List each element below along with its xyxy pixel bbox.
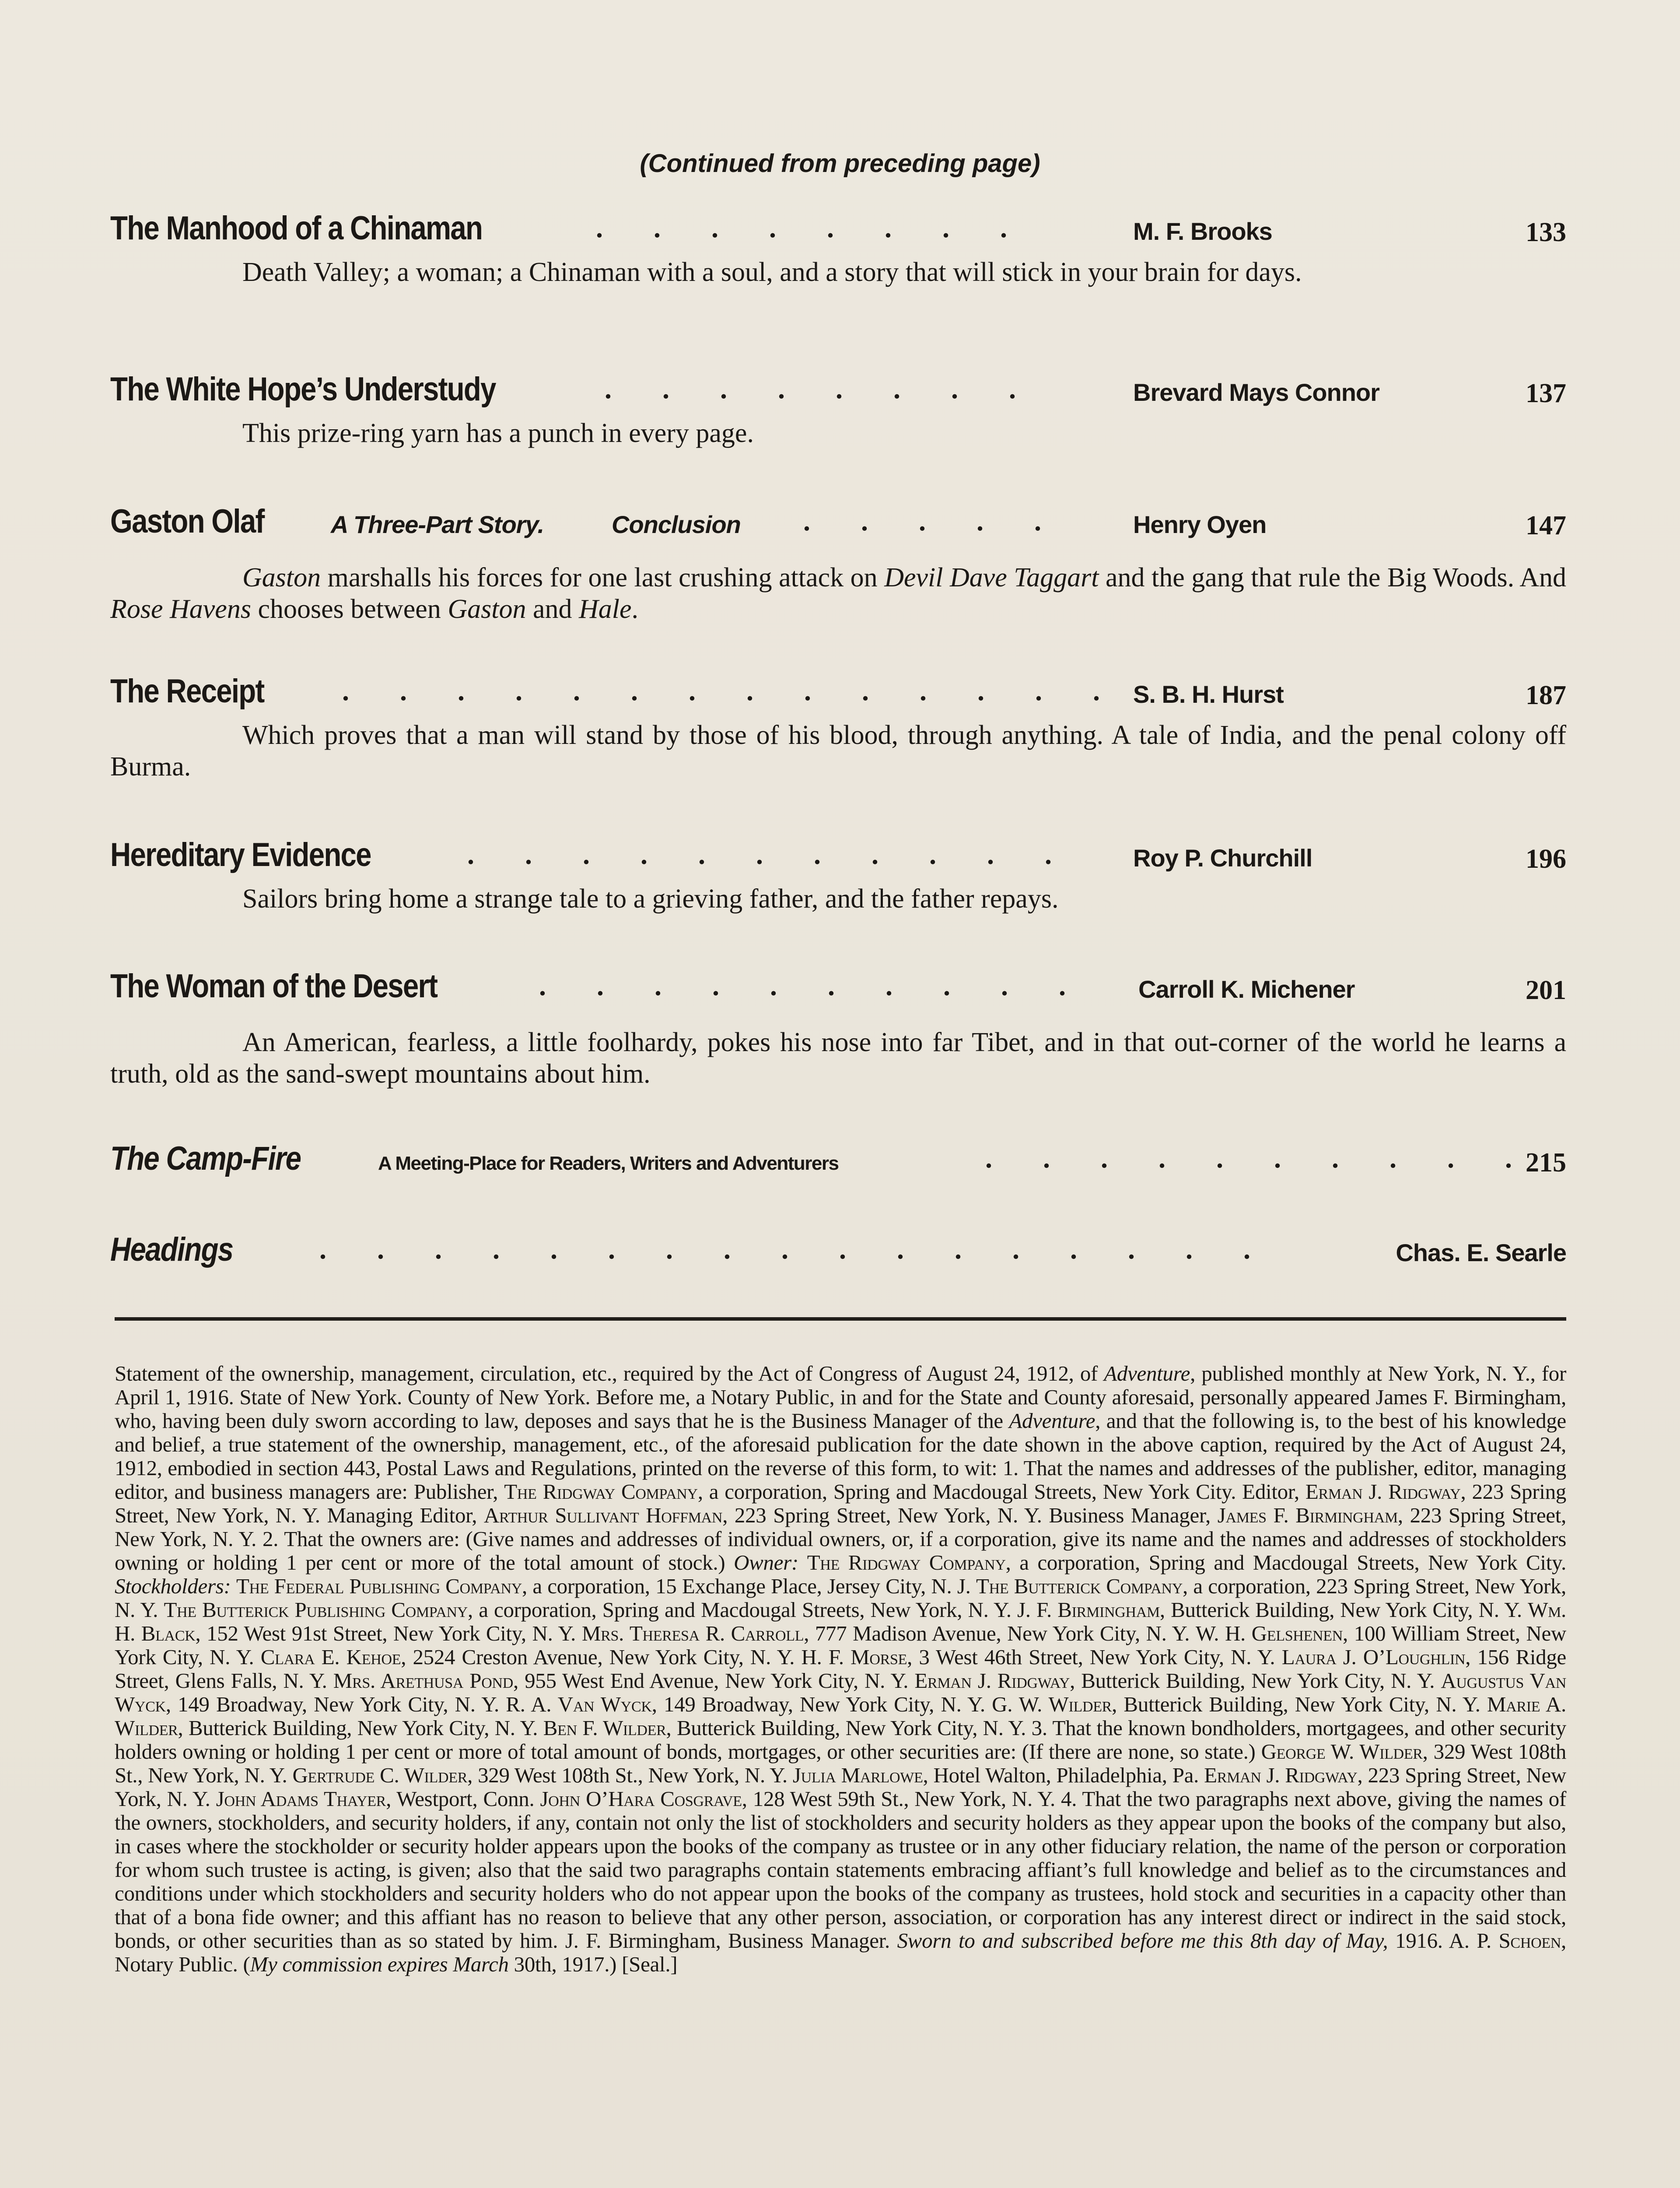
statement-segment: The Butterick Publishing Company [164,1598,468,1622]
toc-entry [110,836,1566,914]
story-author: Brevard Mays Connor [1133,379,1379,406]
statement-segment: Mrs. Arethusa Pond [333,1669,514,1693]
statement-segment: , a corporation, Spring and Macdougal Streets, New York City. Editor, [697,1480,1306,1504]
statement-segment: , 128 West 59th St., New York, N. Y. 4. That the two paragraphs next above, giving the names of the owners, stockholders, and security holders, if any, contain not only the list of stockholders and security holders as they appear upon the books of the company but also, in cases where the stockholder or security holder appears upon the books of the company as trustee or in any other fiduciary relation, the name of the person or corporation for whom such trustee is acting, is given; also that the said two paragraphs contain statements embracing affiant’s full knowledge and belief as to the circumstances and conditions under which stockholders and security holders who do not appear upon the books of the company as trustees, hold stock and securities in a capacity other than that of a bona fide owner; and this affiant has no reason to believe that any other person, association, or corporation has any interest direct or indirect in the said stock, bonds, or other securities than as so stated by him. J. F. Birmingham, Business Manager. [115,1787,1567,1953]
statement-segment: , Butterick Building, New York City, N. Y. [1112,1692,1487,1716]
illustrator-credit: Chas. E. Searle [1396,1239,1566,1266]
statement-segment: Erman J. Ridgway [914,1669,1070,1693]
statement-segment: The Ridgway Company [807,1550,1006,1574]
statement-segment: Adventure [1009,1409,1096,1433]
story-title: The White Hope’s Understudy [110,371,496,408]
statement-segment: , 149 Broadway, New York City, N. Y. [651,1692,992,1716]
statement-segment: , 329 West 108th St., New York, N. Y. [115,1739,1567,1787]
statement-segment: , Hotel Walton, Philadelphia, Pa. [923,1763,1204,1787]
statement-segment: Clara E. Kehoe [260,1645,401,1669]
statement-segment: Schoen [1498,1929,1561,1953]
story-description: Gaston marshalls his forces for one last crushing attack on Devil Dave Taggart and the gang that rule the Big Woods. And Rose Havens chooses between Gaston and Hale. [110,563,1566,624]
story-author: Henry Oyen [1133,511,1267,538]
section-title: The Camp-Fire [110,1140,301,1177]
leader-dots: . . . . . . . . . . . . . . . . . [319,1234,1272,1265]
story-title: The Receipt [110,673,264,710]
story-title: Hereditary Evidence [110,836,371,873]
statement-segment: Wm. H. Black [115,1598,1566,1645]
toc-entry [110,502,1566,624]
statement-segment: , 223 Spring Street, New York, N. Y. Managing Editor, [115,1480,1566,1527]
page-number-ref: 147 [1526,511,1566,540]
statement-segment: Owner: [734,1550,798,1574]
story-subtitle-part: Conclusion [612,511,741,538]
statement-segment: , a corporation, 223 Spring Street, New York, N. Y. [115,1574,1566,1622]
statement-segment [231,1574,236,1598]
statement-segment: , 156 Ridge Street, Glens Falls, N. Y. [115,1645,1566,1693]
story-subtitle: A Three-Part Story. [331,511,544,538]
story-author: Roy P. Churchill [1133,844,1312,872]
toc-entry [110,672,1566,782]
leader-dots: . . . . . . . . . . . [467,839,1074,870]
statement-segment: , Westport, Conn. [386,1787,540,1811]
statement-segment: Augustus Van Wyck [115,1669,1566,1716]
statement-segment: , 100 William Street, New York City, N. Y. [115,1621,1567,1669]
statement-segment: The Federal Publishing Company [236,1574,522,1598]
story-title: Gaston Olaf [110,503,264,540]
leader-dots: . . . . . [803,505,1063,536]
story-title: The Manhood of a Chinaman [110,210,483,247]
toc-entry [110,370,1566,448]
page-number-ref: 187 [1526,680,1566,710]
statement-segment: John O’Hara Cosgrave [540,1787,742,1811]
statement-segment: Stockholders: [115,1574,231,1598]
page-number-ref: 133 [1526,217,1566,247]
statement-segment: J. F. Birmingham [1017,1598,1160,1622]
statement-segment: , 223 Spring Street, New York, N. Y. [115,1763,1567,1811]
statement-segment: Adventure [1104,1361,1190,1385]
story-author: M. F. Brooks [1133,217,1272,245]
toc-entry [110,967,1566,1089]
statement-segment: H. F. Morse [801,1645,907,1669]
story-title: The Woman of the Desert [110,968,438,1005]
story-description: Which proves that a man will stand by those of his blood, through anything. A tale of India, and the penal colony off Burma. [110,720,1566,782]
statement-segment: John Adams Thayer [216,1787,386,1811]
statement-segment: , Butterick Building, New York City, N. Y. [1070,1669,1441,1693]
statement-segment: George W. Wilder [1261,1739,1423,1764]
statement-segment: , 3 West 46th Street, New York City, N. Y. [907,1645,1282,1669]
statement-segment: G. W. Wilder [992,1692,1112,1716]
statement-segment: Gertrude C. Wilder [292,1763,468,1787]
statement-segment: Laura J. O’Loughlin [1281,1645,1466,1669]
statement-segment: , 152 West 91st Street, New York City, N. Y. [195,1621,582,1645]
statement-segment: Marie A. Wilder [115,1692,1566,1740]
statement-segment: , Butterick Building, New York City, N. Y. [178,1716,543,1740]
statement-segment: , Notary Public. ( [115,1929,1566,1976]
page-number-ref: 215 [1526,1148,1566,1178]
statement-segment: , Butterick Building, New York City, N. Y. [1159,1598,1528,1622]
leader-dots: . . . . . . . . . . [539,970,1088,1001]
story-description: Death Valley; a woman; a Chinaman with a soul, and a story that will stick in your brain for days. [242,257,1302,287]
statement-segment: , a corporation, Spring and Macdougal Streets, New York, N. Y. [468,1598,1017,1622]
statement-segment [798,1550,807,1574]
page-number-ref: 196 [1526,844,1566,874]
toc-entry [110,1140,1566,1188]
statement-segment: Erman J. Ridgway [1204,1763,1358,1787]
statement-segment: , 329 West 108th St., New York, N. Y. [467,1763,793,1787]
story-author: Carroll K. Michener [1138,975,1355,1003]
statement-segment: , 955 West End Avenue, New York City, N. Y. [513,1669,915,1693]
statement-segment: Ben F. Wilder [543,1716,666,1740]
section-subtitle: A Meeting-Place for Readers, Writers and Adventurers [378,1153,839,1174]
statement-segment: W. H. Gelshenen [1195,1621,1343,1645]
statement-segment: R. A. Van Wyck [506,1692,652,1716]
leader-dots: . . . . . . . . . . [985,1143,1534,1174]
statement-segment: , 149 Broadway, New York City, N. Y. [165,1692,506,1716]
statement-segment: 1916. A. P. [1388,1929,1499,1953]
statement-segment: , 223 Spring Street, New York, N. Y. Business Manager, [722,1503,1218,1527]
leader-dots: . . . . . . . . [605,373,1038,404]
page-number-ref: 201 [1526,975,1566,1005]
statement-segment: , 223 Spring Street, New York, N. Y. 2. That the owners are: (Give names and addresses of individual owners, or, if a corporation, give its name and the names and addresses of stockholders owning or holding 1 per cent or more of the total amount of stock.) [115,1503,1566,1574]
statement-segment: Julia Marlowe [792,1763,923,1787]
divider-rule [115,1317,1566,1321]
statement-segment: , 777 Madison Avenue, New York City, N. Y. [804,1621,1196,1645]
story-description: An American, fearless, a little foolhardy, pokes his nose into far Tibet, and in that out-corner of the world he learns a truth, old as the sand-swept mountains about him. [110,1027,1566,1089]
story-author: S. B. H. Hurst [1133,680,1284,708]
statement-segment: , 2524 Creston Avenue, New York City, N. Y. [401,1645,802,1669]
statement-segment: Statement of the ownership, management, circulation, etc., required by the Act of Congress of August 24, 1912, of [115,1361,1104,1385]
statement-segment: The Ridgway Company [504,1480,698,1504]
statement-segment: , a corporation, Spring and Macdougal Streets, New York City. [1005,1550,1566,1574]
statement-segment: Erman J. Ridgway [1305,1480,1461,1504]
statement-segment: , and that the following is, to the best of his knowledge and belief, a true statement of the ownership, management, etc., of the aforesaid publication for the date shown in the above caption, required by the Act of August 24, 1912, embodied in section 443, Postal Laws and Regulations, printed on the reverse of this form, to wit: 1. That the names and addresses of the publisher, editor, managing editor, and business managers are: Publisher, [115,1409,1567,1504]
statement-segment: , Butterick Building, New York City, N. Y. 3. That the known bondholders, mortgagees, and other security holders owning or holding 1 per cent or more of total amount of bonds, mortgages, or other securities are: (If there are none, so state.) [115,1716,1566,1764]
toc-entry [110,1231,1566,1279]
ownership-statement [115,1362,1566,1976]
section-title: Headings [110,1231,233,1268]
statement-segment: James F. Birmingham [1217,1503,1398,1527]
toc-entry [110,209,1566,287]
story-description: This prize-ring yarn has a punch in every page. [242,418,754,448]
leader-dots: . . . . . . . . . . . . . . [342,675,1122,706]
statement-segment: 30th, 1917.) [Seal.] [508,1952,678,1976]
leader-dots: . . . . . . . . [596,212,1029,243]
statement-segment: Arthur Sullivant Hoffman [483,1503,723,1527]
statement-segment: Mrs. Theresa R. Carroll [581,1621,804,1645]
continued-note: (Continued from preceding page) [640,149,1040,178]
statement-segment: The Butterick Company [976,1574,1183,1598]
statement-segment: , a corporation, 15 Exchange Place, Jersey City, N. J. [522,1574,976,1598]
story-description: Sailors bring home a strange tale to a grieving father, and the father repays. [242,884,1059,914]
page-number-ref: 137 [1526,379,1566,408]
statement-segment: , published monthly at New York, N. Y., for April 1, 1916. State of New York. County of New York. Before me, a Notary Public, in and for the State and County aforesaid, personally appeared James F. Birmingham, who, having been duly sworn according to law, deposes and says that he is the Business Manager of the [115,1361,1567,1433]
statement-segment: Sworn to and subscribed before me this 8th day of May, [897,1929,1388,1953]
statement-segment: My commission expires March [250,1952,509,1976]
